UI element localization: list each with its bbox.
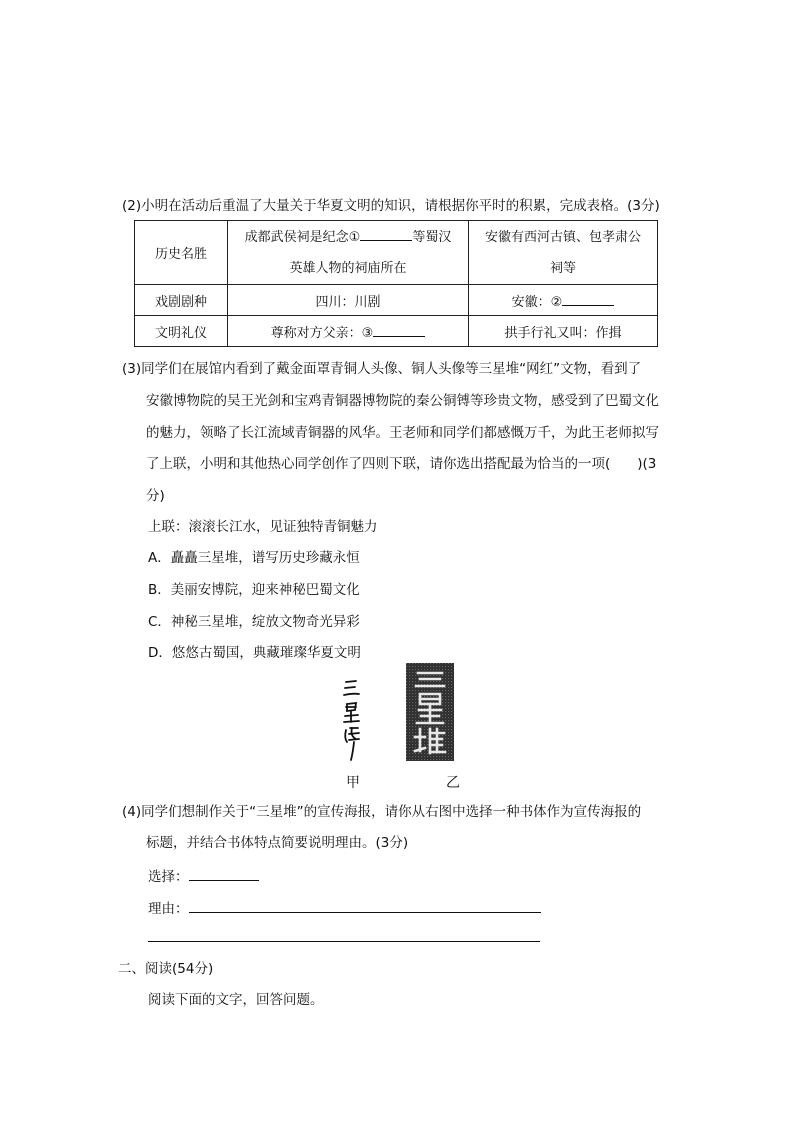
cell-text: 祠等 <box>549 260 576 276</box>
table-cell: 四川：川剧 <box>228 285 469 316</box>
calligraphy-yi-svg <box>406 663 454 761</box>
option-a[interactable]: A．矗矗三星堆，谱写历史珍藏永恒 <box>148 550 360 566</box>
blank-2[interactable] <box>562 291 614 306</box>
option-b[interactable]: B．美丽安博院，迎来神秘巴蜀文化 <box>148 582 360 598</box>
option-c[interactable]: C．神秘三星堆，绽放文物奇光异彩 <box>148 614 360 630</box>
table-row <box>135 316 658 347</box>
table-cell <box>469 221 658 285</box>
calligraphy-jia-svg <box>340 676 364 762</box>
choose-answer-line[interactable] <box>189 866 259 881</box>
blank-3[interactable] <box>373 322 425 337</box>
q3-line: 安徽博物院的吴王光剑和宝鸡青铜器博物院的秦公铜镈等珍贵文物，感受到了巴蜀文化 <box>146 393 659 409</box>
couplet-first-line: 上联：滚滚长江水，见证独特青铜魅力 <box>148 519 378 535</box>
reason-label-text: 理由： <box>148 901 189 917</box>
section-title: 二、阅读(54分) <box>118 961 214 977</box>
q4-line1: (4)同学们想制作关于“三星堆”的宣传海报，请你从右图中选择一种书体作为宣传海报的 <box>122 804 642 820</box>
section-instruction: 阅读下面的文字，回答问题。 <box>148 992 324 1008</box>
q3-line: (3)同学们在展馆内看到了戴金面罩青铜人头像、铜人头像等三星堆“网红”文物，看到了 <box>122 361 642 377</box>
knowledge-table <box>134 220 658 347</box>
cell-text: 尊称对方父亲：③ <box>270 325 374 341</box>
reason-answer-line-2[interactable] <box>148 941 540 942</box>
row-head: 戏剧剧种 <box>135 285 228 316</box>
table-cell <box>228 221 469 285</box>
cell-text: 等蜀汉 <box>412 229 452 245</box>
blank-1[interactable] <box>360 226 412 241</box>
table-cell <box>469 285 658 316</box>
cell-text: 安徽有西河古镇、包孝肃公 <box>484 229 641 245</box>
table-row <box>135 221 658 285</box>
option-d[interactable]: D．悠悠古蜀国，典藏璀璨华夏文明 <box>148 645 361 661</box>
q4-line2: 标题，并结合书体特点简要说明理由。(3分) <box>146 835 409 851</box>
cell-text: 安徽：② <box>511 294 563 310</box>
cell-text: 成都武侯祠是纪念① <box>244 229 361 245</box>
reason-label <box>148 898 541 919</box>
q3-line: 了上联，小明和其他热心同学创作了四则下联，请你选出搭配最为恰当的一项( )(3 <box>146 456 657 472</box>
choose-label <box>148 866 259 887</box>
table-row <box>135 285 658 316</box>
row-head: 文明礼仪 <box>135 316 228 347</box>
row-head: 历史名胜 <box>135 221 228 285</box>
label-jia: 甲 <box>346 775 360 791</box>
label-yi: 乙 <box>446 775 460 791</box>
cell-text: 英雄人物的祠庙所在 <box>289 260 407 276</box>
calligraphy-yi-image <box>406 663 454 761</box>
q2-intro: (2)小明在活动后重温了大量关于华夏文明的知识，请根据你平时的积累，完成表格。(3分) <box>122 198 660 214</box>
choose-label-text: 选择： <box>148 869 189 885</box>
table-cell: 拱手行礼又叫：作揖 <box>469 316 658 347</box>
q3-line: 分) <box>146 488 165 504</box>
calligraphy-jia-image <box>340 676 364 762</box>
reason-answer-line-1[interactable] <box>189 898 541 913</box>
table-cell <box>228 316 469 347</box>
q3-line: 的魅力，领略了长江流域青铜器的风华。王老师和同学们都感慨万千，为此王老师拟写 <box>146 425 659 441</box>
